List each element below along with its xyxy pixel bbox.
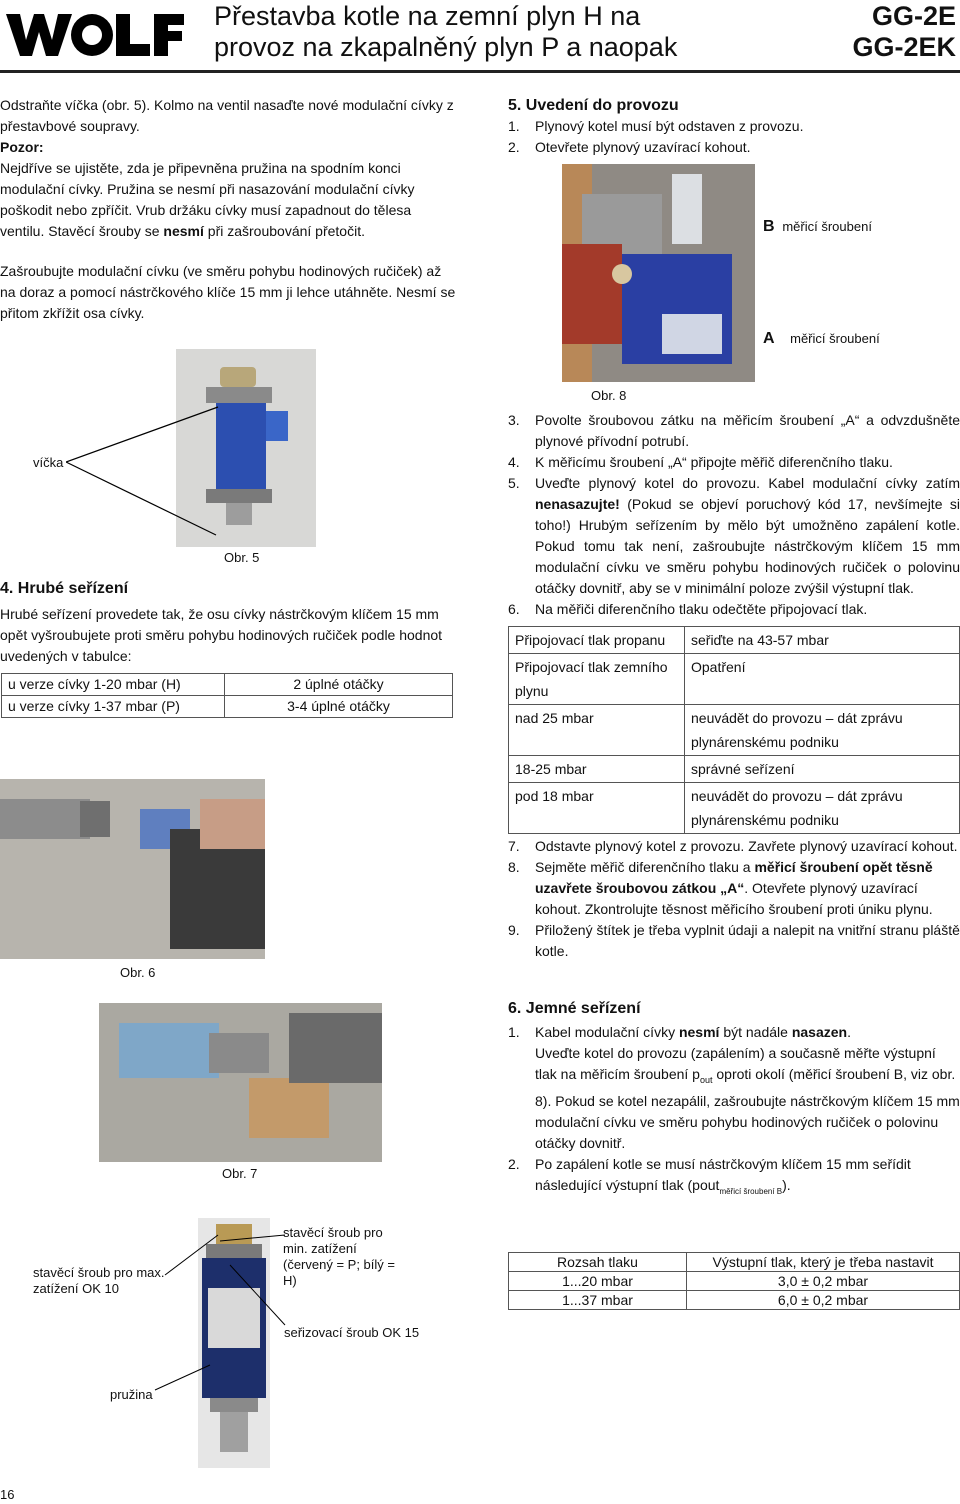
step-bold: nesmí [678,1024,720,1040]
table-row [2,674,453,696]
section-4-title: 4. Hrubé seřízení [0,580,129,597]
table-row [509,783,960,834]
step-number: 2. [508,139,520,155]
photo-obr-6 [0,779,265,959]
page-title [214,1,677,63]
steps-list-a [508,116,960,158]
step-text: Na měřiči diferenčního tlaku odečtěte připojovací tlak. [535,601,868,617]
step-number: 9. [508,922,520,938]
label-B [763,218,872,236]
intro-paragraph-1: Odstraňte víčka (obr. 5). Kolmo na ventil nasaďte nové modulační cívky z přestavbové soupravy. [0,97,454,134]
photo-obr-7 [99,1003,382,1162]
table-cell: 2 úplné otáčky [225,674,453,696]
table-cell: pod 18 mbar [509,783,685,834]
intro-paragraph-2: Zašroubujte modulační cívku (ve směru pohybu hodinových ručiček) až na doraz a pomocí nástrčkového klíče 15 mm ji lehce utáhněte. Nesmí se přitom zkřížit osa cívky. [0,263,456,321]
label-A [763,330,880,348]
list-item [508,452,960,473]
step-text: . [847,1024,851,1040]
table-cell: u verze cívky 1-37 mbar (P) [2,696,225,718]
step-bold: nenasazujte! [535,496,620,512]
list-item [508,599,960,620]
output-pressure-table [508,1252,960,1310]
table-cell: neuvádět do provozu – dát zprávu plynárenskému podniku [685,705,960,756]
step-text: Přiložený štítek je třeba vyplnit údaji a nalepit na vnitřní stranu pláště kotle. [535,922,960,959]
step-text: Po zapálení kotle se musí nástrčkovým klíčem 15 mm seřídit následující výstupní tlak (pout [535,1155,911,1193]
list-item [508,116,960,137]
step-number: 3. [508,412,520,428]
leader-lines-coil [150,1225,290,1395]
table-row [2,696,453,718]
table-row [509,756,960,783]
model-number [852,1,956,63]
list-item [508,836,960,857]
table-cell: nad 25 mbar [509,705,685,756]
step-text: K měřicímu šroubení „A“ připojte měřič diferenčního tlaku. [535,454,893,470]
model-line-2: GG-2EK [852,32,956,62]
header-rule [0,70,960,73]
caption-obr-6: Obr. 6 [120,965,156,980]
step-text: Uveďte plynový kotel do provozu. Kabel modulační cívky zatím [535,475,960,491]
list-item [508,1022,960,1154]
step-text: Povolte šroubovou zátku na měřicím šroubení „A“ a odvzdušněte plynové přívodní potrubí. [535,412,960,449]
step-text: Sejměte měřič diferenčního tlaku a [535,859,755,875]
label-min-load-screw: stavěcí šroub pro min. zatížení (červený = P; bílý = H) [283,1225,395,1288]
pressure-table [508,626,960,834]
list-item [508,920,960,962]
table-cell: 3-4 úplné otáčky [225,696,453,718]
step-text: Plynový kotel musí být odstaven z provozu. [535,118,804,134]
title-line-2: provoz na zkapalněný plyn P a naopak [214,32,678,62]
table-cell: Připojovací tlak zemního plynu [509,654,685,705]
label-A-text: měřicí šroubení [790,331,880,346]
label-A-letter: A [763,330,775,347]
table-header-cell: Výstupní tlak, který je třeba nastavit [687,1253,960,1272]
label-B-letter: B [763,218,775,235]
table-cell: u verze cívky 1-20 mbar (H) [2,674,225,696]
warning-bold: nesmí [163,223,204,239]
section-4-text: Hrubé seřízení provedete tak, že osu cívky nástrčkovým klíčem 15 mm opět vyšroubujete proti směru pohybu hodinových ručiček podle hodnot uvedených v tabulce: [0,606,443,664]
caption-obr-7: Obr. 7 [222,1166,258,1181]
section-5-title: 5. Uvedení do provozu [508,97,679,114]
label-vicka: víčka [33,455,64,470]
label-adjust-screw: seřizovací šroub OK 15 [284,1325,420,1340]
wolf-logo [4,8,186,60]
table-cell: Připojovací tlak propanu [509,627,685,654]
table-cell: 18-25 mbar [509,756,685,783]
list-item [508,473,960,599]
steps-list-b [508,410,960,620]
step-number: 6. [508,601,520,617]
table-row [509,654,960,705]
table-cell: neuvádět do provozu – dát zprávu plynárenskému podniku [685,783,960,834]
step-text: Odstavte plynový kotel z provozu. Zavřete plynový uzavírací kohout. [535,838,958,854]
caption-obr-8: Obr. 8 [591,388,627,403]
list-item [508,857,960,920]
leader-lines-vicka [66,405,246,545]
label-B-text: měřicí šroubení [782,219,872,234]
step-text: Otevřete plynový uzavírací kohout. [535,139,751,155]
label-spring: pružina [110,1387,153,1402]
step-text: ). [782,1176,791,1193]
step-number: 1. [508,118,520,134]
table-cell: 6,0 ± 0,2 mbar [687,1291,960,1310]
coil-table [1,673,453,718]
step-number: 1. [508,1024,520,1040]
warning-text [0,158,454,242]
table-cell: správné seřízení [685,756,960,783]
warning-label: Pozor: [0,139,44,155]
step-text: . Otevřete plynový uzavírací kohout. Zkontrolujte těsnost měřicího šroubení proti úniku plynu. [535,880,933,917]
step-bold: měřicí šroubení opět těsně uzavřete šroubovou zátkou „A“ [535,859,933,896]
step-text: oproti okolí (měřicí šroubení B, viz obr. 8). Pokud se kotel nezapálil, zašroubujte nástrčkovým klíčem 15 mm modulační cívku ve směru pohybu hodinových ručiček o polovinu otáčky dovnitř. [535,1066,960,1151]
table-row [509,1253,960,1272]
steps-list-c [508,836,960,962]
table-row [509,705,960,756]
table-header-cell: Rozsah tlaku [509,1253,687,1272]
step-bold: nasazen [791,1024,848,1040]
table-cell: 1...20 mbar [509,1272,687,1291]
step-number: 5. [508,475,520,491]
section-6-title: 6. Jemné seřízení [508,1000,641,1017]
step-text: Uveďte kotel do provozu (zapálením) a současně měřte výstupní tlak na měřicím šroubení p [535,1045,936,1082]
step-number: 7. [508,838,520,854]
step-number: 2. [508,1155,520,1172]
steps-list-d [508,1022,960,1202]
step-text: (Pokud se objeví poruchový kód 17, nevšímejte si toho!) Hrubým seřízením by mělo být umožněno zapálení kotle. Pokud tomu tak není, zašroubujte nástrčkovým klíčem 15 mm modulační cívku ve směru pohybu hodinových ručiček o polovinu otáčky dovnitř, aby se v minimální poloze zvýšil výstupní tlak. [535,496,960,596]
subscript: out [699,1074,713,1085]
list-item [508,1154,960,1202]
table-cell: Opatření [685,654,960,705]
table-cell: 3,0 ± 0,2 mbar [687,1272,960,1291]
subscript: měřicí šroubení B [719,1186,783,1196]
warning-text-a: Nejdříve se ujistěte, zda je připevněna pružina na spodním konci modulační cívky. Pružina se nesmí při nasazování modulační cívky poškodit nebo zpříčit. Vrub držáku cívky musí zapadnout do tělesa ventilu. Stavěcí šrouby se [0,160,415,239]
step-text: Kabel modulační cívky [535,1024,679,1040]
title-line-1: Přestavba kotle na zemní plyn H na [214,1,641,31]
label-max-load-screw: stavěcí šroub pro max. zatížení OK 10 [33,1265,165,1296]
list-item [508,137,960,158]
intro-text [0,95,454,242]
caption-obr-5: Obr. 5 [224,550,260,565]
list-item [508,410,960,452]
warning-text-b: při zašroubování přetočit. [203,223,365,239]
step-text: být nadále [719,1024,792,1040]
table-cell: seřiďte na 43-57 mbar [685,627,960,654]
model-line-1: GG-2E [871,1,956,31]
photo-obr-8 [562,164,755,382]
table-row [509,1291,960,1310]
page-number: 16 [0,1487,15,1502]
table-row [509,627,960,654]
step-number: 4. [508,454,520,470]
table-row [509,1272,960,1291]
table-cell: 1...37 mbar [509,1291,687,1310]
step-number: 8. [508,859,520,875]
